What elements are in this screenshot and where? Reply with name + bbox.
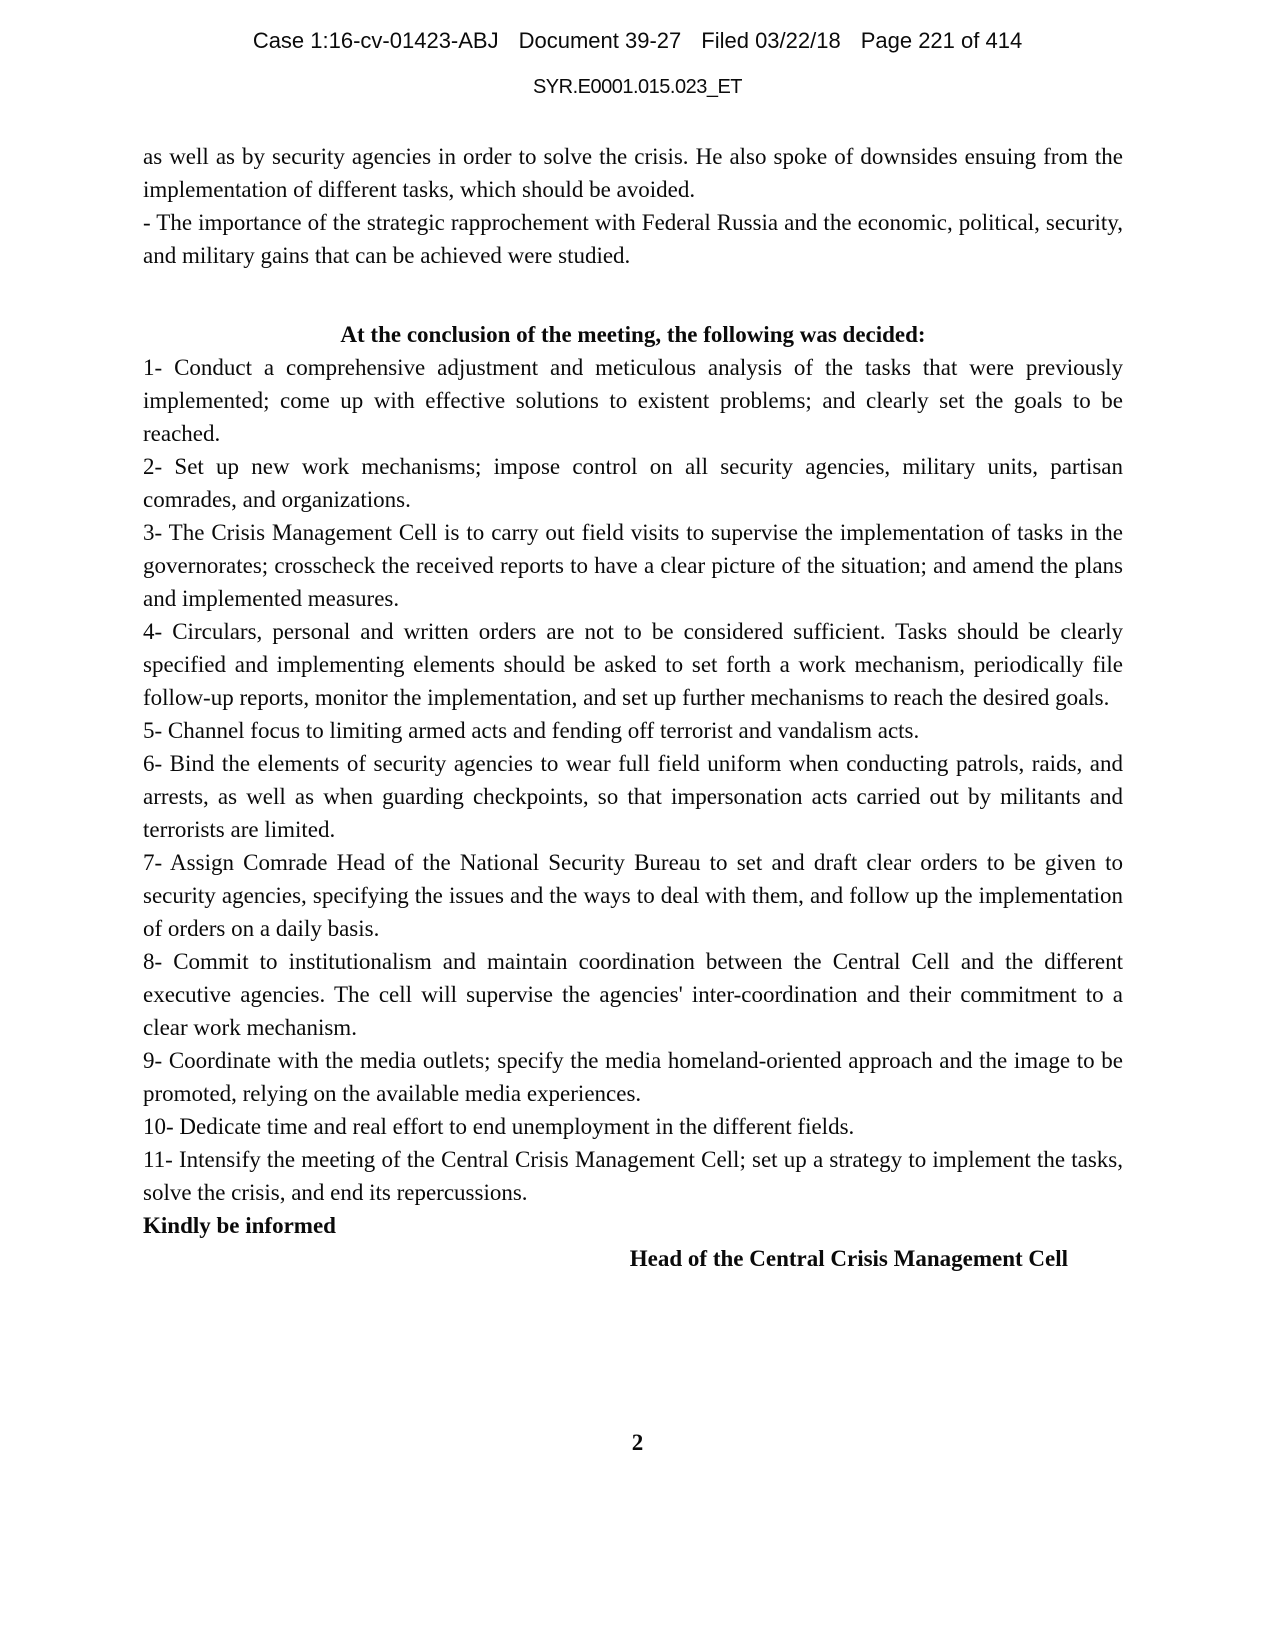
court-filing-header (0, 28, 1275, 54)
exhibit-stamp: SYR.E0001.015.023_ET (532, 76, 743, 98)
decision-item: 4- Circulars, personal and written orders are not to be considered sufficient. Tasks should be clearly specified and implementing elements should be asked to set forth a work mechanism, periodically file follow-up reports, monitor the implementation, and set up further mechanisms to reach the desired goals. (143, 619, 1123, 710)
decision-item: 9- Coordinate with the media outlets; specify the media homeland-oriented approach and the image to be promoted, relying on the available media experiences. (143, 1048, 1123, 1106)
filed-date: Filed 03/22/18 (701, 28, 841, 53)
paragraph: as well as by security agencies in order to solve the crisis. He also spoke of downsides ensuing from the implementation of different tasks, which should be avoided. (143, 144, 1123, 202)
document-number: Document 39-27 (518, 28, 682, 53)
decision-item: 10- Dedicate time and real effort to end unemployment in the different fields. (143, 1114, 855, 1139)
document-body (143, 140, 1123, 1275)
page-number: 2 (631, 1430, 644, 1455)
page-of-total: Page 221 of 414 (860, 28, 1023, 53)
paragraph: - The importance of the strategic rapprochement with Federal Russia and the economic, political, security, and military gains that can be achieved were studied. (143, 210, 1123, 268)
decision-item: 3- The Crisis Management Cell is to carry out field visits to supervise the implementation of tasks in the governorates; crosscheck the received reports to have a clear picture of the situation; and amend the plans and implemented measures. (143, 520, 1123, 611)
decision-item: 11- Intensify the meeting of the Central Crisis Management Cell; set up a strategy to implement the tasks, solve the crisis, and end its repercussions. (143, 1147, 1123, 1205)
decision-item: 2- Set up new work mechanisms; impose control on all security agencies, military units, partisan comrades, and organizations. (143, 454, 1123, 512)
decision-item: 7- Assign Comrade Head of the National Security Bureau to set and draft clear orders to be given to security agencies, specifying the issues and the ways to deal with them, and follow up the implementation of orders on a daily basis. (143, 850, 1123, 941)
section-heading: At the conclusion of the meeting, the following was decided: (340, 322, 926, 347)
decision-item: 1- Conduct a comprehensive adjustment and meticulous analysis of the tasks that were previously implemented; come up with effective solutions to existent problems; and clearly set the goals to be reached. (143, 355, 1123, 446)
decision-item: 5- Channel focus to limiting armed acts and fending off terrorist and vandalism acts. (143, 718, 920, 743)
decision-item: 8- Commit to institutionalism and maintain coordination between the Central Cell and the different executive agencies. The cell will supervise the agencies' inter-coordination and their commitment to a clear work mechanism. (143, 949, 1123, 1040)
case-number: Case 1:16-cv-01423-ABJ (252, 28, 499, 53)
signature-line: Head of the Central Crisis Management Cell (629, 1246, 1068, 1271)
decision-item: 6- Bind the elements of security agencies to wear full field uniform when conducting patrols, raids, and arrests, as well as when guarding checkpoints, so that impersonation acts carried out by militants and terrorists are limited. (143, 751, 1123, 842)
closing-line: Kindly be informed (143, 1213, 336, 1238)
